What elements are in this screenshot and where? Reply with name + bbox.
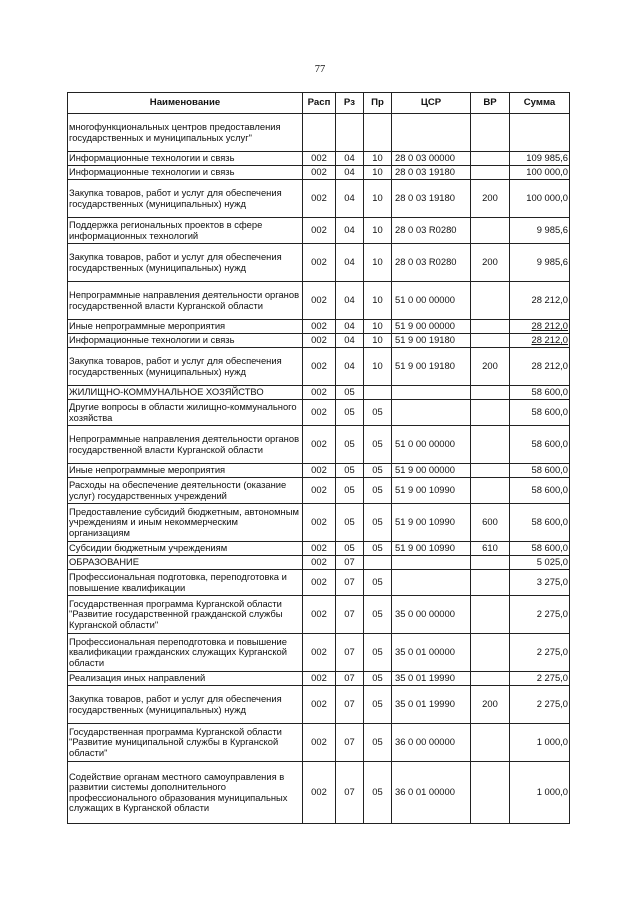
row-rz: 04 — [336, 244, 364, 282]
row-name: Закупка товаров, работ и услуг для обеспечения государственных (муниципальных) нужд — [68, 348, 303, 386]
row-rasp: 002 — [303, 686, 336, 724]
row-pr — [364, 114, 392, 152]
row-name: Содействие органам местного самоуправления в развитии системы дополнительного профессионального образования муниципальных служащих в Курганской области — [68, 762, 303, 824]
table-row — [68, 180, 570, 218]
row-name: Иные непрограммные мероприятия — [68, 320, 303, 334]
row-rasp: 002 — [303, 218, 336, 244]
row-csr: 35 0 01 00000 — [392, 634, 471, 672]
row-name: Государственная программа Курганской области "Развитие государственной гражданской службы Курганской области" — [68, 596, 303, 634]
row-sum: 2 275,0 — [510, 634, 570, 672]
row-rz: 04 — [336, 320, 364, 334]
row-sum: 9 985,6 — [510, 244, 570, 282]
row-rz: 04 — [336, 218, 364, 244]
row-rz: 04 — [336, 282, 364, 320]
row-vr — [471, 672, 510, 686]
row-pr: 10 — [364, 218, 392, 244]
row-pr: 05 — [364, 686, 392, 724]
table-row — [68, 114, 570, 152]
row-name: Закупка товаров, работ и услуг для обеспечения государственных (муниципальных) нужд — [68, 686, 303, 724]
budget-table — [67, 92, 570, 824]
table-row — [68, 348, 570, 386]
row-vr: 610 — [471, 542, 510, 556]
table-row — [68, 556, 570, 570]
row-rasp: 002 — [303, 570, 336, 596]
row-pr: 05 — [364, 596, 392, 634]
table-row — [68, 570, 570, 596]
row-rasp: 002 — [303, 724, 336, 762]
row-sum: 9 985,6 — [510, 218, 570, 244]
row-vr — [471, 556, 510, 570]
row-rasp: 002 — [303, 334, 336, 348]
row-csr — [392, 386, 471, 400]
row-name: Закупка товаров, работ и услуг для обеспечения государственных (муниципальных) нужд — [68, 180, 303, 218]
row-rz: 07 — [336, 672, 364, 686]
row-vr — [471, 724, 510, 762]
row-sum: 3 275,0 — [510, 570, 570, 596]
row-rz: 07 — [336, 686, 364, 724]
row-sum: 28 212,0 — [510, 320, 570, 334]
row-pr: 10 — [364, 244, 392, 282]
row-sum: 58 600,0 — [510, 542, 570, 556]
row-vr: 600 — [471, 504, 510, 542]
row-name: Поддержка региональных проектов в сфере информационных технологий — [68, 218, 303, 244]
row-sum: 58 600,0 — [510, 464, 570, 478]
row-pr: 10 — [364, 348, 392, 386]
table-row — [68, 334, 570, 348]
table-row — [68, 478, 570, 504]
row-pr: 05 — [364, 504, 392, 542]
row-name: Иные непрограммные мероприятия — [68, 464, 303, 478]
table-row — [68, 386, 570, 400]
row-sum — [510, 114, 570, 152]
row-csr: 51 9 00 00000 — [392, 464, 471, 478]
row-rz: 04 — [336, 152, 364, 166]
row-rz: 04 — [336, 334, 364, 348]
table-row — [68, 634, 570, 672]
table-row — [68, 686, 570, 724]
row-csr: 28 0 03 19180 — [392, 180, 471, 218]
row-sum: 5 025,0 — [510, 556, 570, 570]
row-sum: 2 275,0 — [510, 596, 570, 634]
row-rz: 07 — [336, 556, 364, 570]
row-name: Государственная программа Курганской области "Развитие муниципальной службы в Курганской области" — [68, 724, 303, 762]
row-rasp: 002 — [303, 542, 336, 556]
row-rasp: 002 — [303, 386, 336, 400]
header-vr: ВР — [471, 93, 510, 114]
row-pr: 10 — [364, 152, 392, 166]
row-name: Расходы на обеспечение деятельности (оказание услуг) государственных учреждений — [68, 478, 303, 504]
page-number: 77 — [314, 64, 326, 75]
row-pr: 05 — [364, 426, 392, 464]
table-row — [68, 464, 570, 478]
row-csr: 35 0 00 00000 — [392, 596, 471, 634]
row-rasp: 002 — [303, 180, 336, 218]
row-csr: 51 0 00 00000 — [392, 282, 471, 320]
row-rz: 05 — [336, 464, 364, 478]
row-csr: 36 0 01 00000 — [392, 762, 471, 824]
row-name: Субсидии бюджетным учреждениям — [68, 542, 303, 556]
row-pr: 10 — [364, 180, 392, 218]
row-rasp: 002 — [303, 504, 336, 542]
row-rasp: 002 — [303, 762, 336, 824]
row-rasp: 002 — [303, 426, 336, 464]
row-rasp: 002 — [303, 464, 336, 478]
row-pr: 10 — [364, 334, 392, 348]
row-name: Предоставление субсидий бюджетным, автономным учреждениям и иным некоммерческим организациям — [68, 504, 303, 542]
row-name: ОБРАЗОВАНИЕ — [68, 556, 303, 570]
header-pr: Пр — [364, 93, 392, 114]
row-name: Непрограммные направления деятельности органов государственной власти Курганской области — [68, 282, 303, 320]
header-csr: ЦСР — [392, 93, 471, 114]
row-rz — [336, 114, 364, 152]
row-sum: 109 985,6 — [510, 152, 570, 166]
row-vr — [471, 320, 510, 334]
row-vr — [471, 464, 510, 478]
row-sum: 1 000,0 — [510, 724, 570, 762]
row-name: Профессиональная подготовка, переподготовка и повышение квалификации — [68, 570, 303, 596]
row-csr: 51 0 00 00000 — [392, 426, 471, 464]
row-rz: 07 — [336, 634, 364, 672]
row-name: многофункциональных центров предоставления государственных и муниципальных услуг" — [68, 114, 303, 152]
row-name: Информационные технологии и связь — [68, 334, 303, 348]
row-rz: 04 — [336, 348, 364, 386]
table-row — [68, 762, 570, 824]
row-vr — [471, 114, 510, 152]
row-rasp: 002 — [303, 400, 336, 426]
row-name: Другие вопросы в области жилищно-коммунального хозяйства — [68, 400, 303, 426]
row-sum: 58 600,0 — [510, 386, 570, 400]
row-pr: 10 — [364, 282, 392, 320]
table-row — [68, 596, 570, 634]
row-pr: 05 — [364, 724, 392, 762]
row-sum: 2 275,0 — [510, 686, 570, 724]
row-pr: 10 — [364, 320, 392, 334]
row-csr: 35 0 01 19990 — [392, 672, 471, 686]
row-vr — [471, 282, 510, 320]
row-vr — [471, 400, 510, 426]
row-vr — [471, 634, 510, 672]
row-pr: 05 — [364, 762, 392, 824]
row-vr — [471, 762, 510, 824]
row-sum: 100 000,0 — [510, 180, 570, 218]
row-vr: 200 — [471, 686, 510, 724]
header-rasp: Расп — [303, 93, 336, 114]
row-pr: 10 — [364, 166, 392, 180]
table-row — [68, 426, 570, 464]
row-csr: 51 9 00 19180 — [392, 348, 471, 386]
row-rasp: 002 — [303, 166, 336, 180]
row-pr — [364, 386, 392, 400]
row-pr: 05 — [364, 570, 392, 596]
row-vr: 200 — [471, 180, 510, 218]
row-rasp: 002 — [303, 478, 336, 504]
table-row — [68, 282, 570, 320]
table-row — [68, 672, 570, 686]
row-vr: 200 — [471, 348, 510, 386]
row-csr: 51 9 00 19180 — [392, 334, 471, 348]
row-vr — [471, 478, 510, 504]
row-csr — [392, 556, 471, 570]
table-row — [68, 542, 570, 556]
row-name: Информационные технологии и связь — [68, 152, 303, 166]
row-csr: 36 0 00 00000 — [392, 724, 471, 762]
row-sum: 28 212,0 — [510, 282, 570, 320]
row-sum: 28 212,0 — [510, 348, 570, 386]
table-row — [68, 166, 570, 180]
row-rz: 07 — [336, 596, 364, 634]
row-vr — [471, 386, 510, 400]
table-row — [68, 244, 570, 282]
header-row — [68, 93, 570, 114]
row-pr: 05 — [364, 478, 392, 504]
row-vr — [471, 152, 510, 166]
row-sum: 58 600,0 — [510, 426, 570, 464]
row-csr: 28 0 03 19180 — [392, 166, 471, 180]
row-csr — [392, 570, 471, 596]
row-vr: 200 — [471, 244, 510, 282]
row-csr: 51 9 00 00000 — [392, 320, 471, 334]
table-row — [68, 724, 570, 762]
row-sum: 2 275,0 — [510, 672, 570, 686]
row-csr: 28 0 03 R0280 — [392, 244, 471, 282]
row-name: ЖИЛИЩНО-КОММУНАЛЬНОЕ ХОЗЯЙСТВО — [68, 386, 303, 400]
row-csr: 35 0 01 19990 — [392, 686, 471, 724]
row-rz: 05 — [336, 542, 364, 556]
header-sum: Сумма — [510, 93, 570, 114]
row-name: Профессиональная переподготовка и повышение квалификации гражданских служащих Курганской области — [68, 634, 303, 672]
row-pr: 05 — [364, 634, 392, 672]
row-sum: 58 600,0 — [510, 504, 570, 542]
row-csr: 51 9 00 10990 — [392, 542, 471, 556]
row-vr — [471, 218, 510, 244]
row-vr — [471, 596, 510, 634]
row-sum: 100 000,0 — [510, 166, 570, 180]
table-row — [68, 504, 570, 542]
row-rasp — [303, 114, 336, 152]
row-pr: 05 — [364, 672, 392, 686]
row-sum: 58 600,0 — [510, 400, 570, 426]
row-pr: 05 — [364, 400, 392, 426]
table-row — [68, 320, 570, 334]
row-vr — [471, 570, 510, 596]
row-csr: 28 0 03 00000 — [392, 152, 471, 166]
row-rz: 04 — [336, 180, 364, 218]
row-rasp: 002 — [303, 282, 336, 320]
row-name: Информационные технологии и связь — [68, 166, 303, 180]
row-rasp: 002 — [303, 596, 336, 634]
table-row — [68, 152, 570, 166]
row-sum: 58 600,0 — [510, 478, 570, 504]
row-rz: 07 — [336, 762, 364, 824]
row-rz: 05 — [336, 386, 364, 400]
row-rz: 05 — [336, 400, 364, 426]
row-csr: 51 9 00 10990 — [392, 504, 471, 542]
row-rz: 04 — [336, 166, 364, 180]
row-pr — [364, 556, 392, 570]
row-name: Реализация иных направлений — [68, 672, 303, 686]
row-csr — [392, 114, 471, 152]
table-row — [68, 400, 570, 426]
table-row — [68, 218, 570, 244]
row-rz: 05 — [336, 426, 364, 464]
row-rasp: 002 — [303, 556, 336, 570]
row-csr — [392, 400, 471, 426]
header-name: Наименование — [68, 93, 303, 114]
row-name: Закупка товаров, работ и услуг для обеспечения государственных (муниципальных) нужд — [68, 244, 303, 282]
row-rasp: 002 — [303, 244, 336, 282]
row-sum: 1 000,0 — [510, 762, 570, 824]
row-pr: 05 — [364, 542, 392, 556]
row-vr — [471, 334, 510, 348]
row-rasp: 002 — [303, 152, 336, 166]
row-rasp: 002 — [303, 672, 336, 686]
row-rasp: 002 — [303, 348, 336, 386]
row-rz: 05 — [336, 504, 364, 542]
row-csr: 51 9 00 10990 — [392, 478, 471, 504]
row-rasp: 002 — [303, 634, 336, 672]
row-rz: 05 — [336, 478, 364, 504]
row-rz: 07 — [336, 724, 364, 762]
row-rz: 07 — [336, 570, 364, 596]
row-rasp: 002 — [303, 320, 336, 334]
row-pr: 05 — [364, 464, 392, 478]
row-vr — [471, 426, 510, 464]
row-vr — [471, 166, 510, 180]
row-csr: 28 0 03 R0280 — [392, 218, 471, 244]
header-rz: Рз — [336, 93, 364, 114]
row-sum: 28 212,0 — [510, 334, 570, 348]
row-name: Непрограммные направления деятельности органов государственной власти Курганской области — [68, 426, 303, 464]
